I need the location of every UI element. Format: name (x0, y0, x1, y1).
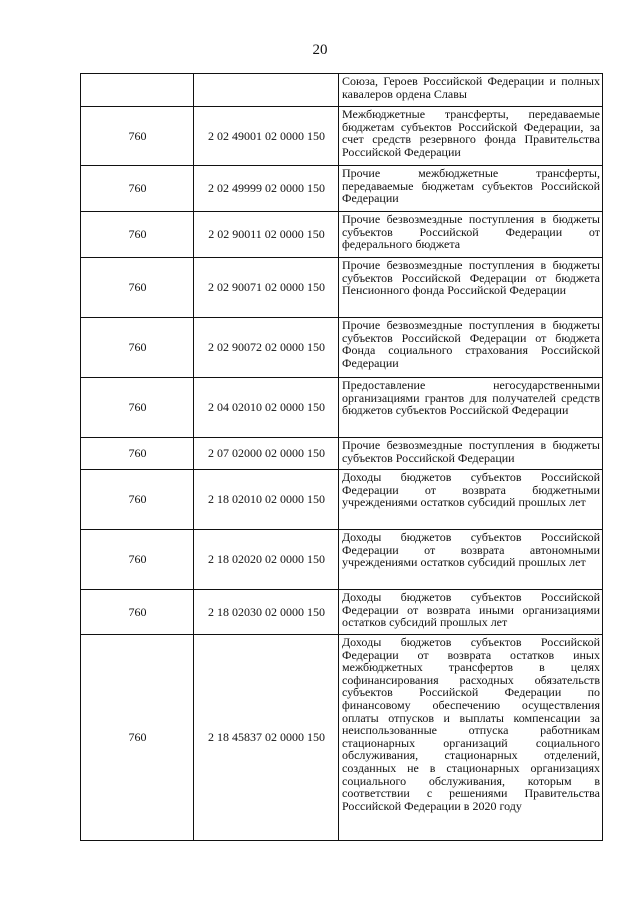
table-row (81, 470, 603, 530)
revenue-name-cell: Прочие межбюджетные трансферты, передаваемые бюджетам субъектов Российской Федерации (339, 166, 603, 212)
budget-classification-code-cell: 2 18 45837 02 0000 150 (194, 635, 339, 841)
budget-classification-code-cell: 2 18 02020 02 0000 150 (194, 530, 339, 590)
admin-code-cell: 760 (81, 212, 194, 258)
budget-classification-code-cell: 2 18 02010 02 0000 150 (194, 470, 339, 530)
table-row (81, 74, 603, 107)
revenue-name-cell: Предоставление негосударственными организациями грантов для получателей средств бюджетов субъектов Российской Федерации (339, 378, 603, 438)
budget-classification-code-cell: 2 02 90071 02 0000 150 (194, 258, 339, 318)
admin-code-cell: 760 (81, 258, 194, 318)
budget-classification-code-cell: 2 07 02000 02 0000 150 (194, 438, 339, 470)
admin-code-cell: 760 (81, 635, 194, 841)
table-row (81, 107, 603, 166)
revenue-name-cell: Доходы бюджетов субъектов Российской Федерации от возврата автономными учреждениями остатков субсидий прошлых лет (339, 530, 603, 590)
budget-classification-code-cell: 2 02 90011 02 0000 150 (194, 212, 339, 258)
budget-classification-code-cell: 2 02 49999 02 0000 150 (194, 166, 339, 212)
budget-classification-code-cell: 2 02 90072 02 0000 150 (194, 318, 339, 378)
admin-code-cell: 760 (81, 378, 194, 438)
budget-classification-code-cell: 2 02 49001 02 0000 150 (194, 107, 339, 166)
revenue-name-cell: Прочие безвозмездные поступления в бюджеты субъектов Российской Федерации от бюджета Пенсионного фонда Российской Федерации (339, 258, 603, 318)
admin-code-cell: 760 (81, 107, 194, 166)
revenue-name-cell: Межбюджетные трансферты, передаваемые бюджетам субъектов Российской Федерации, за счет средств резервного фонда Правительства Российской Федерации (339, 107, 603, 166)
admin-code-cell: 760 (81, 530, 194, 590)
budget-classification-code-cell: 2 18 02030 02 0000 150 (194, 590, 339, 635)
admin-code-cell: 760 (81, 470, 194, 530)
table-row (81, 258, 603, 318)
budget-classification-code-cell (194, 74, 339, 107)
table-row (81, 378, 603, 438)
table-row (81, 318, 603, 378)
revenue-codes-table (80, 73, 603, 841)
admin-code-cell (81, 74, 194, 107)
table-row (81, 530, 603, 590)
admin-code-cell: 760 (81, 318, 194, 378)
revenue-name-cell: Доходы бюджетов субъектов Российской Федерации от возврата остатков иных межбюджетных трансфертов в целях софинансирования расходных обязательств субъектов Российской Федерации по финансовому обеспечению осуществления оплаты отпусков и выплаты компенсации за неиспользованные отпуска работникам стационарных организаций социального обслуживания, стационарных отделений, созданных не в стационарных организациях социального обслуживания, которым в соответствии с решениями Правительства Российской Федерации в 2020 году (339, 635, 603, 841)
page-number: 20 (312, 42, 328, 58)
revenue-name-cell: Прочие безвозмездные поступления в бюджеты субъектов Российской Федерации от бюджета Фонда социального страхования Российской Федерации (339, 318, 603, 378)
admin-code-cell: 760 (81, 166, 194, 212)
revenue-name-cell: Прочие безвозмездные поступления в бюджеты субъектов Российской Федерации от федерального бюджета (339, 212, 603, 258)
admin-code-cell: 760 (81, 590, 194, 635)
table-row (81, 166, 603, 212)
budget-classification-code-cell: 2 04 02010 02 0000 150 (194, 378, 339, 438)
table-row (81, 212, 603, 258)
revenue-name-cell: Прочие безвозмездные поступления в бюджеты субъектов Российской Федерации (339, 438, 603, 470)
revenue-name-cell: Доходы бюджетов субъектов Российской Федерации от возврата бюджетными учреждениями остатков субсидий прошлых лет (339, 470, 603, 530)
revenue-name-cell: Союза, Героев Российской Федерации и полных кавалеров ордена Славы (339, 74, 603, 107)
revenue-name-cell: Доходы бюджетов субъектов Российской Федерации от возврата иными организациями остатков субсидий прошлых лет (339, 590, 603, 635)
table-row (81, 438, 603, 470)
admin-code-cell: 760 (81, 438, 194, 470)
table-row (81, 590, 603, 635)
table-row (81, 635, 603, 841)
